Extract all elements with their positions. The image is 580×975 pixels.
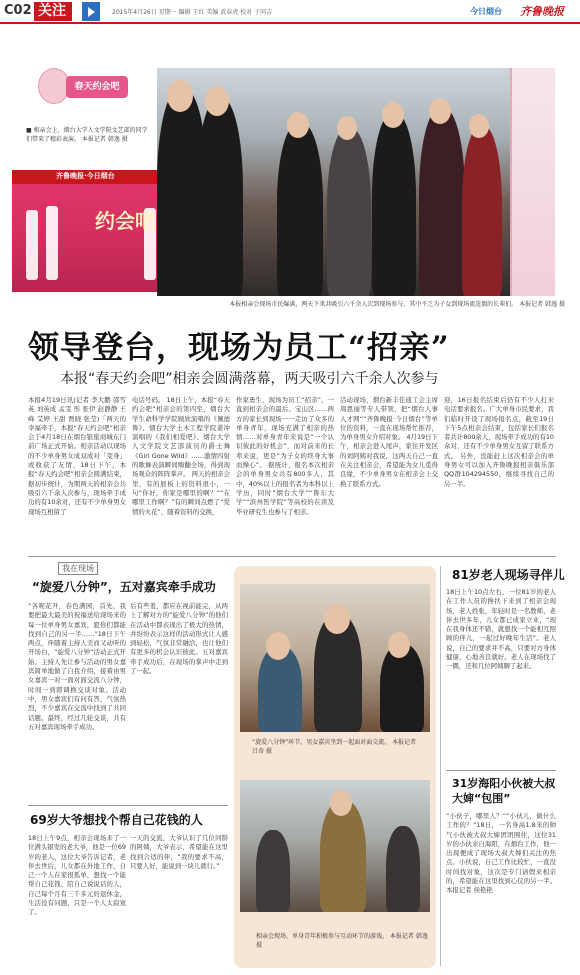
crowd-person (277, 123, 323, 296)
story2-title: 69岁大爷想找个帮自己花钱的人 (30, 813, 203, 827)
stage-backdrop-text: 约会吧 (95, 209, 155, 233)
crowd-face (429, 98, 451, 124)
main-photo-caption: 本报相亲会现场市民爆满，两天下来共吸引六千余人次到现场参与，其中不乏为子女到现场流连偶的长辈们。 本报记者 韩逸 摄 (229, 301, 565, 308)
lead-column: 活动现场，烟台新丰佳通工会主席周恩丽等专人带领，把“烟台人事人才网”“齐鲁晚报·今日烟台”等单位的资料，一直在现场帮忙推荐，为单身男女介绍对象。 4月19日下午，相亲会进入尾声，家住开发区的刘阿姨对我说，这两天自己一直在关注相亲会，希望能为女儿觅得良缘，不少单身男女在相亲会上交换了联系方式。 (340, 396, 438, 488)
edition-meta: 2015年4月26日 星期一 编辑 王红 美编 武春虎 校对 于同吉 (112, 9, 273, 16)
photo-person (386, 826, 420, 912)
left-photo-caption: ■ 相亲会上，烟台大学人文学院文艺部的同学们带来了精彩表演。 本报记者 韩逸 摄 (26, 127, 148, 143)
story2-body-continued: 一天的交流，大爷认识了几位同龄的阿姨，大爷表示，希望能在这里找到合适的伴，“我的要求不高，只要人好，能说到一块儿就行。” (130, 834, 228, 870)
crowd-face (205, 86, 229, 116)
photo-person (256, 830, 290, 912)
photo-face (330, 790, 352, 816)
stage-banner-text: 齐鲁晚报·今日烟台 (56, 172, 115, 180)
section-divider (28, 556, 556, 557)
story3-title: 81岁老人现场寻伴儿 (452, 568, 565, 582)
paper-subtitle: 今日烟台 (470, 7, 502, 16)
story1-body-continued: 后有些羞，都应在视前能完，从两上了解对方的“旋爱八分钟”的他们在活动中都表现出了极大的热情，并纷纷表示这样的活动形式让人感到轻松，气氛非常融洽，也让他们有更多的机会认识彼此。五对嘉宾牵手成功后，在现场的掌声中走到了一起。 (130, 602, 228, 676)
photo-face (324, 604, 350, 634)
crowd-person (197, 98, 243, 296)
crowd-face (382, 102, 404, 128)
section-tag: 我在现场 (58, 562, 98, 575)
headline: 领导登台，现场为员工“招亲” (28, 330, 450, 366)
speed-dating-photo (240, 584, 430, 732)
story1-body: “各呢花开，春色满园，首先，我要把最大最美的祝福送给现场来的每一位单身男女嘉宾，愿你们都能找到自己的另一半……”18日下午两点，伴随着主持人美而又动听的开场白，“旋爱八分钟”活动正式开始。主持人先让参与活动的男女嘉宾简单地做了自我介绍，接着由男女嘉宾一对一面对面交流八分钟，时间一到即调换交谈对象。活动中，男女嘉宾们有问有答，气氛热烈，不少嘉宾在交流中找到了共同话题。最终，经过几轮交谈，共有五对嘉宾现场牵手成功。 (28, 602, 126, 731)
story-divider (28, 805, 228, 806)
photo-person (320, 800, 366, 912)
photo-face (266, 632, 290, 660)
crowd-person (419, 108, 465, 296)
story4-body: “小伙子，哪里人？”“小伙儿，做什么工作的？”18日，一名身高1.8米的帅气小伙被大叔大婶团团围住，这位31岁的小伙来自海阳，在烟台工作，他一出现便成了现场大叔大婶们关注的焦点。小伙说，自己工作比较忙，一直没时间找对象，这次是专门请假来相亲的，希望能在这里找到心仪的另一半。 本报记者 侯艳艳 (446, 812, 556, 895)
paper-name: 齐鲁晚报 (520, 5, 564, 18)
crowd-photo (157, 68, 555, 296)
lead-column: 电话号码。 18日上午，本报“春天约会吧”相亲会的第四至，烟台大学生命科学学院顾欣演唱的《佩德鲁》、烟台大学土木工程学院姜冲演唱的《我们相爱吧》、烟台大学人文学院文艺部演员的爵士舞《Girl Gone Wild》……激情四射的歌舞表演瞬间嗨翻全场，得到现场观众的阵阵掌声。 两天的相亲会里，有的展板上的资料很小，一句“你好，你家是哪里的啊？”“在哪里工作啊？”有的瞬间点燃了“爱情的火花”，随着资料的交换， (132, 396, 230, 516)
story2-body: 18日上午9点，相亲会现场来了一位满头银发的老大爷，他是一位69岁的老人，这位大爷告诉记者，老伴去世后，儿女都在外地工作，自己一个人在家很孤单，想找一个能帮自己花钱、陪自己说说话的人，自己每个月有三千多元的退休金，生活没有问题，只是一个人太寂寞了。 (28, 834, 126, 917)
dancer-figure (26, 210, 38, 280)
crowd-person (462, 126, 502, 296)
photo1-caption: “旋爱八分钟”环节，男女嘉宾坐到一起面对面交流。 本报记者 吕奇 摄 (252, 739, 417, 755)
crowd-face (469, 114, 489, 138)
story3-body: 18日上午10点左右，一位81岁的老人在工作人员的搀扶下来到了相亲会现场，老人姓张，年轻时是一名教师，老伴去世多年，儿女都已成家立业，“现在我身体还不错，就想找一个能相互照顾的伴儿，一起过好晚年生活”。老人说，自己的要求并不高，只要对方身体健康、心地善良就好。老人在现场找了一圈，还和几位阿姨聊了起来。 (446, 588, 556, 671)
section-label: 关注 (34, 2, 72, 21)
lead-column: 作家勇生，现场为员工“招亲”，一直到相亲会的最后。宝山区……两方的家长到现场一一走访了众多的单身青年，现场充满了相亲的热情……对单身青年来说是“一个认识彼此的好机会”，而对前来的长辈来说，更是“为子女的终身大事而操心”。 据统计，报名本次相亲会的单身男女共有800多人，其中，40%以上的报名者为本科以上学历，同时“烟台大学”“鲁东大学”“滨州医学院”等高校的在读及毕业研究生也参与了相亲。 (236, 396, 334, 516)
lead-column: 迎，16日报名结束后仍有不少人打来电话要求报名。广大单身市民要求，我们临时开设了现场报名点，截至19日下午5点相亲会结束，包括家长们报名者共计800余人，现场牵手成功的有10余对，还有不少单身男女互留了联系方式。 另外，没能赶上这次相亲会的单身男女可以加入齐鲁晚报相亲俱乐部QQ群104294550，继续寻找自己的另一半。 (444, 396, 554, 488)
photo2-caption: 相亲会现场，单身青年积极参与互动环节的游戏。 本报记者 韩逸 摄 (256, 933, 428, 949)
column-divider (440, 566, 441, 966)
game-photo (240, 780, 430, 912)
photo-face (388, 632, 410, 658)
event-logo: 春天约会吧 (66, 76, 128, 98)
dancer-figure (46, 206, 58, 280)
story1-title: “旋爱八分钟”，五对嘉宾牵手成功 (32, 580, 216, 594)
subheadline: 本报“春天约会吧”相亲会圆满落幕，两天吸引六千余人次参与 (60, 371, 439, 387)
crowd-face (337, 116, 357, 140)
crowd-person (372, 113, 416, 296)
section-arrow-icon (82, 2, 100, 21)
crowd-face (167, 80, 193, 112)
story4-title: 31岁海阳小伙被大叔大婶“包围” (452, 777, 556, 805)
lead-column: 本报4月19日讯(记者 李大鹏 邵雪英 刘英成 孟雯 彤 张伊 赵静静 王峰 艾婷 王甜 贾晓 张莹)「两天的幸福牵手，本报“春天约会吧”相亲会于4月18日在烟台银座商城东门前广场正式开始。相亲活动以现场的不少单身男女成双成对「变身」或收获了友情，18日下午，本报“春天约会吧”相亲会圆满结束，据初步统计，为期两天的相亲会共吸引六千余人次参与，现场牵手成功的有10余对，还有不少单身男女现场互相留了 (28, 396, 126, 516)
crowd-person (327, 128, 371, 296)
page-number: C02 (4, 3, 32, 18)
event-poster (510, 68, 555, 296)
crowd-face (287, 112, 309, 138)
story-divider (446, 770, 556, 771)
